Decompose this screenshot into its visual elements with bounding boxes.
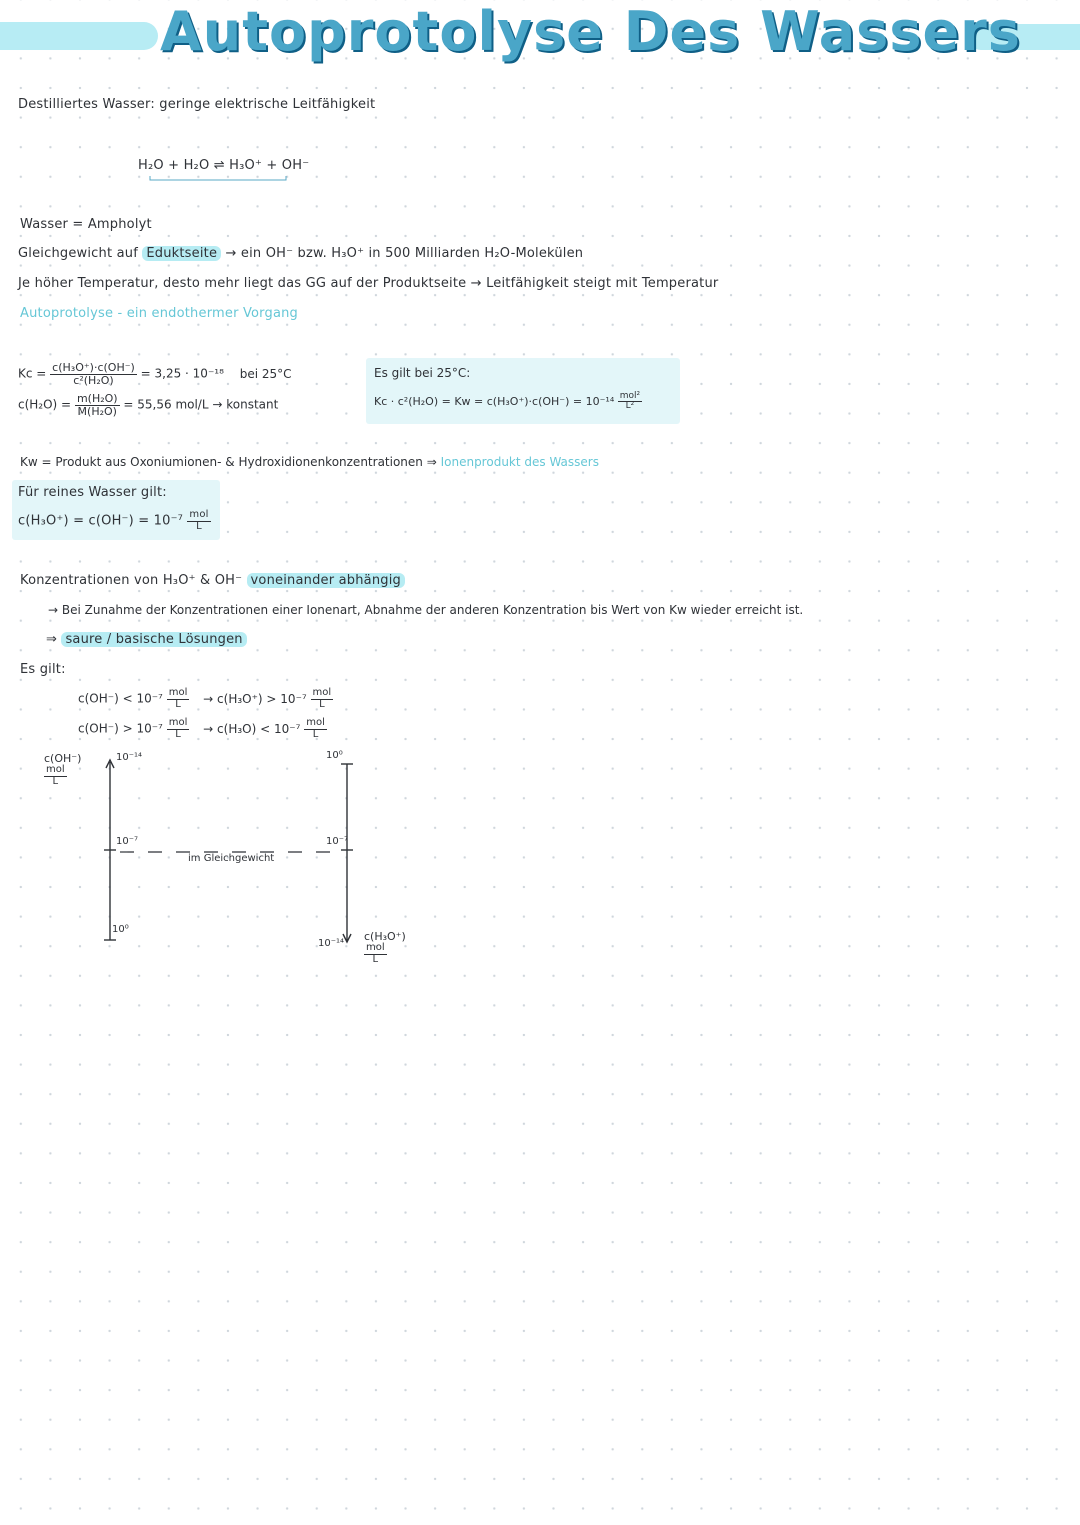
unit-num: mol	[168, 687, 188, 698]
kw-definition-text: Kw = Produkt aus Oxoniumionen- & Hydroxidionenkonzentrationen ⇒	[20, 455, 437, 469]
gg-prefix: Gleichgewicht auf	[18, 246, 138, 261]
ampholyt-line: Wasser = Ampholyt	[20, 217, 152, 232]
equation-bracket	[150, 176, 286, 180]
left-axis-mid-value: 10⁻⁷	[116, 836, 139, 847]
left-axis-bottom-value: 10⁰	[112, 924, 129, 935]
gg-suffix: → ein OH⁻ bzw. H₃O⁺ in 500 Milliarden H₂O-Molekülen	[225, 246, 584, 261]
ch2o-den: M(H₂O)	[77, 404, 117, 418]
left-axis-top-value: 10⁻¹⁴	[116, 752, 143, 763]
dependency-highlight: voneinander abhängig	[247, 573, 405, 588]
pure-water-line1: Für reines Wasser gilt:	[18, 485, 167, 500]
dependency-result-highlight: saure / basische Lösungen	[61, 632, 246, 647]
kw-box-line1: Es gilt bei 25°C:	[374, 366, 471, 380]
dependency-result-arrow: ⇒	[46, 632, 58, 647]
dependency-arrow-line: → Bei Zunahme der Konzentrationen einer Ionenart, Abnahme der anderen Konzentration bis Wert von Kw wieder erreicht ist.	[48, 603, 804, 617]
kc-value: = 3,25 · 10⁻¹⁸	[140, 366, 224, 381]
rule-1-arrow: → c(H₃O⁺) > 10⁻⁷	[203, 691, 307, 706]
unit-num: mol	[46, 764, 65, 775]
unit-den: L	[175, 698, 181, 710]
temperature-line: Je höher Temperatur, desto mehr liegt das GG auf der Produktseite → Leitfähigkeit steigt mit Temperatur	[18, 276, 719, 291]
kc-den: c²(H₂O)	[73, 373, 114, 387]
unit-den: L	[175, 728, 181, 740]
intro-label: Destilliertes Wasser:	[18, 97, 155, 112]
equilibrium-label: im Gleichgewicht	[188, 853, 275, 864]
kw-unit-num: mol²	[619, 391, 641, 401]
ch2o-lhs: c(H₂O) =	[18, 397, 72, 412]
endotherm-line: Autoprotolyse - ein endothermer Vorgang	[20, 306, 299, 321]
right-axis-top-value: 10⁰	[326, 750, 343, 761]
unit-den: L	[372, 953, 379, 965]
rule-1-left: c(OH⁻) < 10⁻⁷	[78, 691, 163, 706]
dependency-prefix: Konzentrationen von H₃O⁺ & OH⁻	[20, 573, 243, 588]
right-axis-quantity: c(H₃O⁺)	[364, 930, 406, 943]
pure-water-unit-den: L	[196, 520, 202, 532]
intro-text: geringe elektrische Leitfähigkeit	[159, 97, 376, 112]
unit-den: L	[52, 775, 59, 787]
ch2o-value: = 55,56 mol/L → konstant	[123, 397, 279, 412]
kc-condition: bei 25°C	[239, 366, 292, 381]
kw-unit-den: L²	[625, 401, 635, 412]
rule-2-left: c(OH⁻) > 10⁻⁷	[78, 721, 163, 736]
pure-water-unit-num: mol	[189, 509, 209, 520]
es-gilt-label: Es gilt:	[20, 662, 66, 677]
unit-den: L	[312, 728, 319, 740]
unit-num: mol	[366, 942, 385, 953]
ch2o-num: m(H₂O)	[76, 392, 118, 405]
kw-definition-accent: Ionenprodukt des Wassers	[440, 455, 599, 469]
unit-num: mol	[312, 687, 332, 698]
pure-water-expression: c(H₃O⁺) = c(OH⁻) = 10⁻⁷	[18, 513, 184, 529]
right-axis-mid-value: 10⁻⁷	[326, 836, 349, 847]
kc-num: c(H₃O⁺)·c(OH⁻)	[52, 361, 135, 374]
unit-num: mol	[168, 717, 188, 728]
unit-num: mol	[306, 717, 325, 728]
kw-expression: Kc · c²(H₂O) = Kw = c(H₃O⁺)·c(OH⁻) = 10⁻¹⁴	[374, 394, 615, 408]
kc-lhs: Kc =	[18, 366, 47, 381]
gg-highlight: Eduktseite	[142, 246, 221, 261]
page-title: Autoprotolyse Des Wassers	[160, 0, 1021, 63]
unit-den: L	[319, 698, 325, 710]
autoprotolysis-equation: H₂O + H₂O ⇌ H₃O⁺ + OH⁻	[138, 158, 310, 173]
rule-2-arrow: → c(H₃O) < 10⁻⁷	[203, 721, 301, 736]
right-axis-bottom-value: 10⁻¹⁴	[318, 938, 345, 949]
left-axis-quantity: c(OH⁻)	[44, 752, 82, 765]
